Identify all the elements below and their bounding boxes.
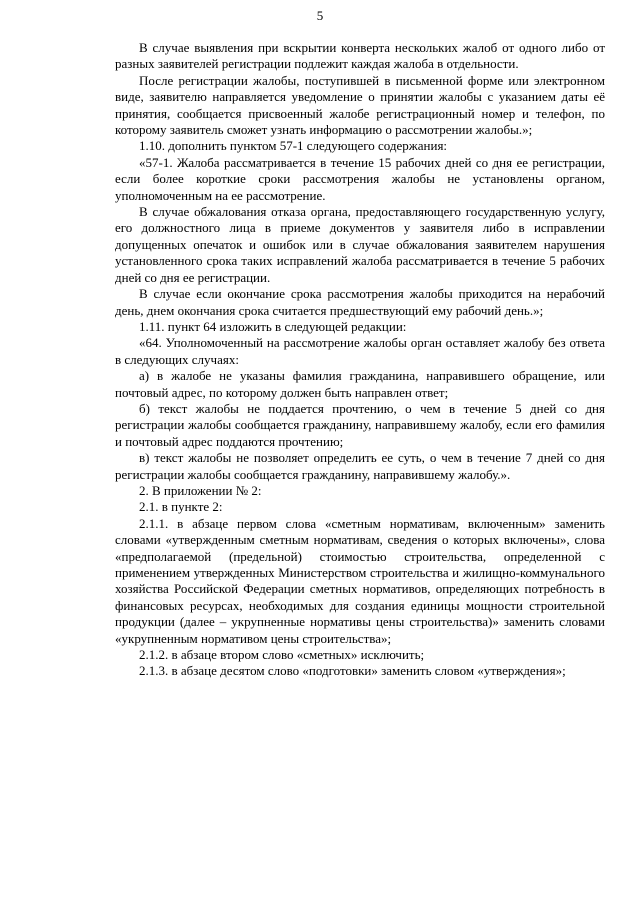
page-number: 5 [316,8,324,23]
paragraph-point-2-1: 2.1. в пункте 2: [139,499,223,515]
paragraph-item-a: а) в жалобе не указаны фамилия гражданина, направившего обращение, или почтовый адрес, по которому должен быть направлен ответ; [115,368,605,400]
paragraph-complaint-registration: В случае выявления при вскрытии конверта нескольких жалоб от одного либо от разных заявителей регистрации подлежит каждая жалоба в отдельности. [115,40,605,72]
paragraph-amendment-1-10: 1.10. дополнить пунктом 57-1 следующего содержания: [139,138,448,154]
paragraph-item-b: б) текст жалобы не поддается прочтению, о чем в течение 5 дней со дня регистрации жалобы сообщается гражданину, направившему жалобу, если его фамилия и почтовый адрес поддаются прочтению; [115,400,605,449]
paragraph-clause-57-1: «57-1. Жалоба рассматривается в течение 15 рабочих дней со дня ее регистрации, если более короткие сроки рассмотрения жалобы не установлены органом, уполномоченным на ее рассмотрение. [115,154,605,203]
paragraph-registration-notice: После регистрации жалобы, поступившей в письменной форме или электронном виде, заявителю направляется уведомление о принятии жалобы с указанием даты её принятия, сообщается присвоенный жалобе регистрационный номер и телефон, по которому заявитель сможет узнать информацию о рассмотрении жалобы.»; [115,72,605,138]
paragraph-refusal-appeal: В случае обжалования отказа органа, предоставляющего государственную услугу, его должностного лица в приеме документов у заявителя либо в исправлении допущенных опечаток и ошибок или в случае обжалования заявителем нарушения установленного срока таких исправлений жалоба рассматривается в течение 5 рабочих дней со дня ее регистрации. [115,204,605,285]
paragraph-clause-64: «64. Уполномоченный на рассмотрение жалобы орган оставляет жалобу без ответа в следующих случаях: [115,335,605,367]
paragraph-point-2-1-1: 2.1.1. в абзаце первом слова «сметным нормативам, включенным» заменить словами «утвержденным сметным нормативам, сведения о которых включены», слова «предполагаемой (предельной) стоимостью строительства, определенной с применением утвержденных Министерством строительства и жилищно-коммунального хозяйства Российской Федерации сметных нормативов, определяющих потребность в финансовых ресурсах, необходимых для создания единицы мощности строительной продукции (далее – укрупненные нормативы цены строительства)» заменить словами «укрупненным нормативом цены строительства»; [115,515,605,646]
paragraph-point-2-1-3: 2.1.3. в абзаце десятом слово «подготовки» заменить словом «утверждения»; [139,663,566,679]
paragraph-nonworking-day: В случае если окончание срока рассмотрения жалобы приходится на нерабочий день, днем окончания срока считается предшествующий ему рабочий день.»; [115,286,605,318]
paragraph-amendment-1-11: 1.11. пункт 64 изложить в следующей редакции: [139,318,407,334]
document-body [115,40,605,680]
paragraph-point-2-1-2: 2.1.2. в абзаце втором слово «сметных» исключить; [139,647,425,663]
paragraph-item-v: в) текст жалобы не позволяет определить ее суть, о чем в течение 7 дней со дня регистрации жалобы сообщается гражданину, направившему жалобу.». [115,450,605,482]
paragraph-appendix-2: 2. В приложении № 2: [139,482,262,498]
